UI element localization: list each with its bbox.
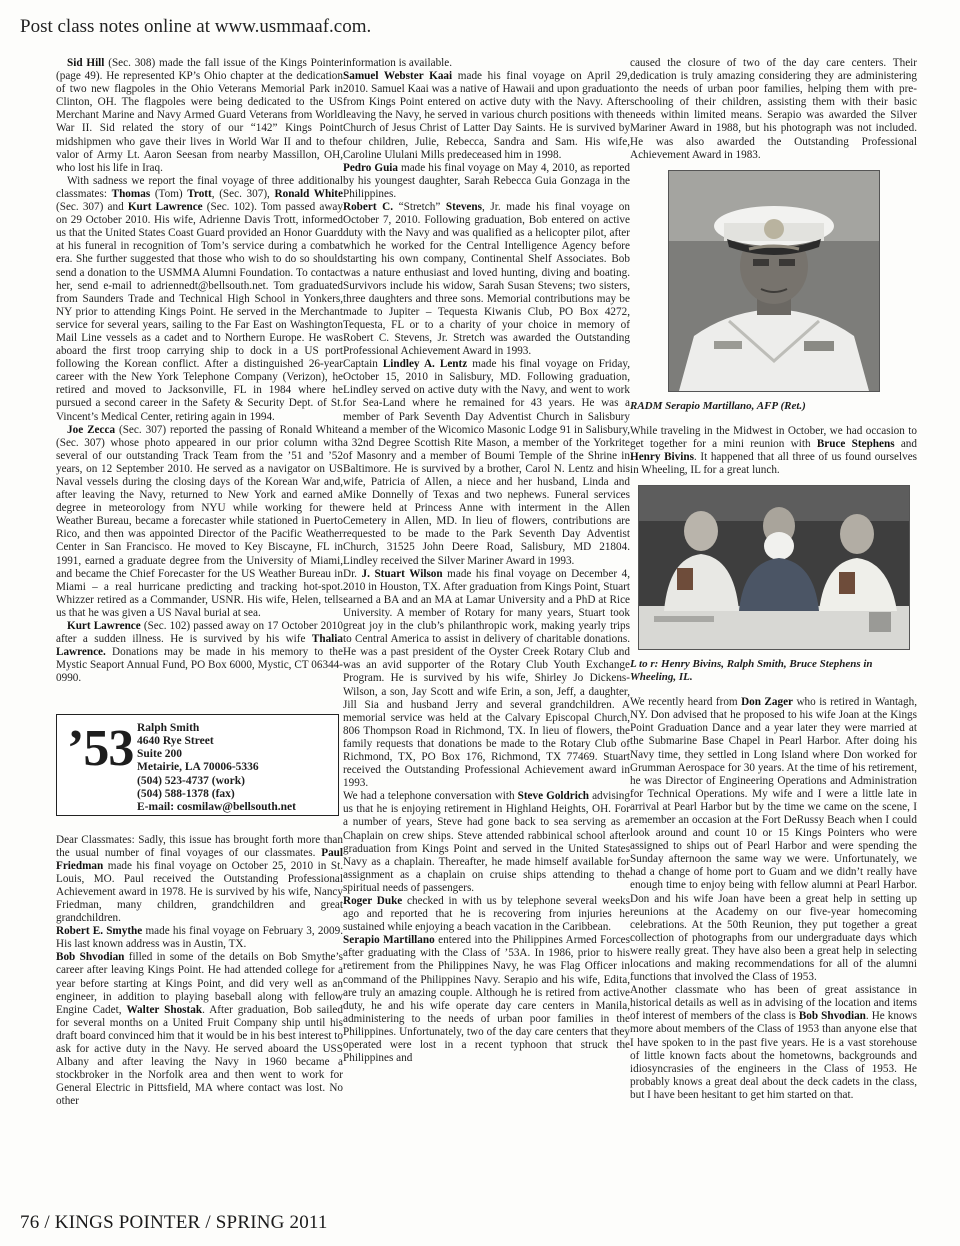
paragraph-pedro-guia xyxy=(343,162,630,201)
paragraph-text: (Sec. 308) made the fall issue of the Kings Pointer (page 49). He represented KP’s Ohio chapter at the dedication of two new flagpoles in the Ohio Veterans Memorial Park in Clinton, OH. The flagpoles were being dedicated to the US Merchant Marine and Navy Armed Guard Veterans from World War II. Sid related the story of our “142” Kings Point midshipmen who gave their lives in World War II and to the valor of Army Lt. Aaron Seesan from nearby Massillon, OH, who lost his life in Iraq. xyxy=(56,57,343,174)
person-name: Walter Shostak xyxy=(126,1003,203,1016)
paragraph-text: (Sec. 307) reported the passing of Ronald White (Sec. 307) whose photo appeared in our prior column with several of our outstanding Track Team from the ’51 and ’52 years, on 12 September 2010. He served as a navigator on US Naval vessels during the closing days of the Korean War and, after leaving the Navy, returned to New York and earned a degree in meteorology from NYU while working for the Weather Bureau, became a forecaster while stationed in Puerto Rico, and then was appointed Director of the Pacific Weather Center in San Francisco. He moved to Key Biscayne, FL in 1991, earned a graduate degree from the University of Miami, and became the Chief Forecaster for the US Weather Bureau in Miami – a real hurricane predicting and tracking hot-spot. Whizzer retired as a Commander, USNR. His wife, Helen, tells us that he was given a US Naval burial at sea. xyxy=(56,423,343,619)
paragraph-text: (Sec. 307) and xyxy=(56,201,128,214)
person-name: Bob Shvodian xyxy=(798,1010,866,1023)
person-name: Trott xyxy=(187,187,212,200)
page-footer: 76 / KINGS POINTER / SPRING 2011 xyxy=(20,1212,328,1233)
address-city: Metairie, LA 70006-5336 xyxy=(137,761,259,774)
paragraph-text: , Jr. made his final voyage on October 7, 2010. Following graduation, Bob entered on active duty with the Navy and was qualified as a helicopter pilot, after which he worked for the Central Intelligence Agency before starting his own company, Continental Shelf Associates. Bob was a nature enthusiast and loved hunting, diving and boating. Survivors include his widow, Sarah Susan Stevens; two sisters, three daughters and three sons. Memorial contributions may be made to Jupiter – Tequesta Kiwanis Club, PO Box 4272, Tequesta, FL or to a charity of your choice in memory of Robert C. Stevens, Jr. Stretch was awarded the Outstanding Professional Achievement Award in 1993. xyxy=(343,201,630,358)
paragraph-text: made his final voyage on December 4, 2010 in Houston, TX. After graduation from Kings Point, Stuart earned a BA and an MA at Lamar University and a PhD at Rice University. A member of Rotary for many years, Stuart took great joy in the club’s philanthropic work, making yearly trips to Central America to assist in delivery of charitable donations. He was a past president of the Oyster Creek Rotary Club and was an avid supporter of the Rotary Club Youth Exchange Program. He is survived by his wife, Shirley Jo Dickens-Wilson, a son, Jay Scott and wife Erin, a son, Jeff, a daughter, Jill Sia and husband Jerry and several grandchildren. A memorial service was held at the Calvary Episcopal Church, 806 Thompson Road in Richmond, TX. In lieu of flowers, the family requests that donations be made to the Rotary Club of Richmond, TX, PO Box 176, Richmond, TX 77469. Stuart received the Outstanding Professional Achievement award in 1993. xyxy=(343,567,630,790)
paragraph-text: We recently heard from xyxy=(630,696,742,709)
paragraph-text: made his final voyage on April 29, 2010. Samuel Kaai was a native of Hawaii and upon graduation from Kings Point entered on active duty with the Navy. After leaving the Navy, he served in various church positions with the Church of Jesus Christ of Latter Day Saints. He is survived by four children, Julie, Rebecca, Sandra and Sam. His wife, Caroline Ululani Mills predeceased him in 1998. xyxy=(343,70,630,161)
phone-fax: (504) 588-1378 (fax) xyxy=(137,787,235,800)
paragraph-kurt-lawrence xyxy=(56,620,343,685)
paragraph-text: (Tom) xyxy=(150,187,188,200)
paragraph-steve-goldrich xyxy=(343,790,630,895)
paragraph-text: made his final voyage on October 25, 2010 in St. Louis, MO. Paul received the Outstanding Professional Achievement award in 1978. He is survived by his wife, Nancy Friedman, many children, grandchildren and great grandchildren. xyxy=(56,859,343,925)
class-contact-box xyxy=(56,714,339,816)
paragraph-robert-smythe xyxy=(56,925,343,951)
person-name: Stevens xyxy=(445,201,482,214)
person-name: Joe Zecca xyxy=(67,423,116,436)
person-name: Samuel Webster Kaai xyxy=(343,70,453,83)
paragraph-text: “Stretch” xyxy=(393,201,446,214)
person-name: Henry Bivins xyxy=(630,450,694,463)
paragraph-joe-zecca xyxy=(56,424,343,620)
person-name: Lindley A. Lentz xyxy=(382,358,468,371)
portrait-photo-image xyxy=(669,171,879,391)
group-photo-caption: L to r: Henry Bivins, Ralph Smith, Bruce Stephens in Wheeling, IL. xyxy=(630,658,873,684)
person-name: Robert E. Smythe xyxy=(56,925,143,938)
portrait-photo xyxy=(668,170,880,392)
paragraph-text: who is retired in Wantagh, NY. Don advised that he proposed to his wife Joan at the Kings Point Graduation Dance and a year later they were married at the Submarine Base Chapel in Pearl Harbor. After doing his Navy time, they settled in Long Island where Don worked for Grumman Aerospace for 30 years. At the time of his retirement, he was Director of Engineering Operations and Administration for Technical Operations. My wife and I were a little late in arrival at Pearl Harbor but by the time we came on the scene, I remember an occasion at the Fort DeRussy Beach when I could look around and count 10 or 15 Kings Pointers who were assigned to ships out of Pearl Harbor and were spending the Sunday afternoon the same way we were. Unfortunately, we had a change of home port to Guam and we didn’t really have enough time to enjoy being with fellow alumni at Pearl Harbor. Don and his wife Joan have been a great help in setting up reunions at the Academy on our five-year homecoming celebrations. At the 50th Reunion, they put together a great collection of photographs from our undergraduate days which were really great. They have also been a great help in selecting locations and making recommendations for all of the alumni functions that involved the Class of 1953. xyxy=(630,696,917,984)
person-name: Ronald White xyxy=(274,187,343,200)
person-name: Paul Friedman xyxy=(56,846,343,872)
person-name: Pedro Guia xyxy=(343,161,399,174)
paragraph-text: With sadness we report the final voyage of three additional classmates: xyxy=(56,174,343,200)
phone-work: (504) 523-4737 (work) xyxy=(137,774,245,787)
paragraph-serapio-martillano xyxy=(343,934,630,1065)
person-name: Thomas xyxy=(111,187,151,200)
person-name: Robert C. xyxy=(343,201,394,214)
person-name: Sid Hill xyxy=(67,57,105,69)
paragraph-text: and xyxy=(894,437,917,450)
paragraph-text: , (Sec. 307), xyxy=(211,187,275,200)
paragraph-text: checked in with us by telephone several weeks ago and reported that he is recovering from injuries he sustained while enjoying a beach vacation in the Caribbean. xyxy=(343,895,630,934)
column-right xyxy=(630,57,917,1177)
secretary-name: Ralph Smith xyxy=(137,721,200,734)
class-secretary-address xyxy=(137,722,296,815)
person-name: Steve Goldrich xyxy=(517,790,590,803)
person-name: Thalia Lawrence. xyxy=(56,633,343,659)
address-street: 4640 Rye Street xyxy=(137,734,214,747)
paragraph-text: Donations may be made in his memory to the Mystic Seaport Annual Fund, PO Box 6000, Mystic, CT 06344-0990. xyxy=(56,646,343,685)
person-name: Kurt Lawrence xyxy=(127,201,203,214)
paragraph-text: . He knows more about members of the Class of 1953 than anyone else that I have spoken to in the past five years. He is a vast storehouse of little known facts about the hometowns, backgrounds and idiosyncrasies of the engineers in the Class of 1953. He probably knows a great deal about the deck cadets in the class, but I have been hesitant to get him started on that. xyxy=(630,1010,917,1101)
paragraph-final-voyages xyxy=(56,175,343,424)
paragraph-text: made his final voyage on February 3, 2009. His last known address was in Austin, TX. xyxy=(56,925,343,951)
paragraph-text: advising us that he is enjoying retirement in Highland Heights, OH. For a number of years, Steve had gone back to sea serving as a Chaplain on crew ships. Steve attended rabbinical school after graduation from Kings Point and served in the United States Navy as a chaplain. Thereafter, he made himself available for assignment as a chaplain on cruise ships attending to the spiritual needs of passengers. xyxy=(343,790,630,894)
column-middle xyxy=(343,57,630,1177)
paragraph-paul-friedman xyxy=(56,834,343,926)
person-name: Bob Shvodian xyxy=(56,951,125,964)
paragraph-text: . It happened that all three of us found ourselves in Wheeling, IL for a great lunch. xyxy=(630,450,917,477)
column-left xyxy=(56,57,343,1177)
person-name: Serapio Martillano xyxy=(343,934,435,947)
paragraph-text: . After graduation, Bob sailed for several months on a United Fruit Company ship until his draft board convinced him that it would be in his best interest to ask for active duty in the Navy. He served aboard the USS Albany and after leaving the Navy in 1960 became a stockbroker in the Norfolk area and then went to work for General Electric in Pittsfield, MA where contact was lost. No other xyxy=(56,1003,343,1108)
paragraph-mini-reunion xyxy=(630,425,917,477)
person-name: Roger Duke xyxy=(343,895,403,907)
paragraph-continuation: caused the closure of two of the day care centers. Their dedication is truly amazing considering they are administering to the needs of urban poor families, helping them with pre-schooling of their children, assisting them with their basic needs within limited means. Serapio was awarded the Silver Mariner Award in 1988, but his photograph was not included. He was also awarded the Outstanding Professional Achievement Award in 1983. xyxy=(630,57,917,161)
paragraph-roger-duke xyxy=(343,895,630,934)
paragraph-text: Dr. xyxy=(343,567,362,580)
paragraph-bob-shvodian xyxy=(56,951,343,1108)
person-name: Don Zager xyxy=(741,696,794,709)
paragraph-samuel-kaai xyxy=(343,70,630,162)
paragraph-robert-stevens xyxy=(343,201,630,358)
header-note: Post class notes online at www.usmmaaf.com. xyxy=(20,16,372,37)
class-year: ’53 xyxy=(67,719,134,777)
portrait-caption: RADM Serapio Martillano, AFP (Ret.) xyxy=(630,399,806,412)
paragraph-text: Another classmate who has been of great assistance in historical details as well as in advising of the location and items of interest of members of the class is xyxy=(630,984,917,1023)
email-address[interactable]: E-mail: cosmilaw@bellsouth.net xyxy=(137,801,296,814)
paragraph-text: (Sec. 102) passed away on 17 October 2010 after a sudden illness. He is survived by his wife xyxy=(56,620,343,646)
paragraph-text: We had a telephone conversation with xyxy=(343,790,518,803)
address-suite: Suite 200 xyxy=(137,748,183,761)
paragraph-text: (Sec. 102). Tom passed away on 29 October 2010. His wife, Adrienne Davis Trott, informed us that the United States Coast Guard provided an Honor Guard at his funeral in recognition of Tom’s service during a combat era. She further suggested that those who wish to do so should send a donation to the USMMA Alumni Foundation. To contact her, send e-mail to adriennedt@bellsouth.net. Tom graduated from Saunders Trade and Technical High School in Yonkers, NY prior to attending Kings Point. He served in the Merchant service for several years, sailing to the Far East on Washington Mail Line vessels as a cadet and to Northern Europe. He was aboard the first troop carrying ship to dock in a US port following the Korean conflict. After a distinguished 26-year career with the New York Telephone Company (Verizon), he retired and moved to Jacksonville, FL in 1984 where he pursued a second career in the Safety & Security Dept. of St. Vincent’s Medical Center, retiring again in 1994. xyxy=(56,201,343,423)
paragraph-continuation: information is available. xyxy=(343,57,453,69)
paragraph-sid-hill xyxy=(56,57,343,175)
group-photo-image xyxy=(639,486,909,649)
paragraph-text: Dear Classmates: Sadly, this issue has brought forth more than the usual number of final voyages of our classmates. xyxy=(56,833,343,859)
paragraph-stuart-wilson xyxy=(343,568,630,791)
paragraph-text: filled in some of the details on Bob Smythe’s career after leaving Kings Point. He had attended college for a year before starting at Kings Point, and did very well as an engineer, in addition to playing baseball along with fellow Engine Cadet, xyxy=(56,951,343,1016)
paragraph-lindley-lentz xyxy=(343,358,630,568)
paragraph-text: made his final voyage on Friday, October 15, 2010 in Salisbury, MD. Following graduation, Lindley served on active duty with the Navy, and went to work for Sea-Land where he remained for 43 years. He was a member of Park Seventh Day Adventist Church in Salisbury and a member of the Wicomico Masonic Lodge 91 in Salisbury, a 32nd Degree Scottish Rite Mason, a member of the Yorkrite of Masonry and a member of Boumi Temple of the Shrine in Baltimore. He is survived by a brother, Carol N. Lentz and his wife, Patricia of Allen, a niece and her husband, Linda and Mike Donnelly of Texas and two nephews. Funeral services were held at Princess Anne with interment in the Allen Cemetery in Allen, MD. In lieu of flowers, contributions are requested to be made to the Park Seventh Day Adventist Church, 31525 John Deere Road, Salisbury, MD 21804. Lindley received the Silver Mariner Award in 1993. xyxy=(343,358,630,567)
paragraph-bob-shvodian-history xyxy=(630,984,917,1102)
paragraph-don-zager xyxy=(630,696,917,984)
person-name: Kurt Lawrence xyxy=(67,620,141,633)
person-name: J. Stuart Wilson xyxy=(361,567,443,580)
person-name: Bruce Stephens xyxy=(816,437,895,450)
paragraph-text: made his final voyage on May 4, 2010, as reported by his youngest daughter, Sarah Rebecca Guia Gonzaga in the Philippines. xyxy=(343,161,630,200)
paragraph-text: entered into the Philippines Armed Forces after graduating with the Class of ’53A. In 1986, prior to his retirement from the Philippines Navy, he was Flag Officer in command of the Philippines Navy. Serapio and his wife, Edita, are truly an amazing couple. Although he is retired from active duty, he and his wife operate day care centers in Manila, administering to the needs of urban poor families in the Philippines. Unfortunately, two of the day care centers that they operated were lost in a recent typhoon that struck the Philippines and xyxy=(343,934,630,1065)
paragraph-text: Captain xyxy=(343,358,383,371)
group-photo xyxy=(638,485,910,650)
paragraph-text: While traveling in the Midwest in October, we had occasion to get together for a mini reunion with xyxy=(630,424,917,450)
